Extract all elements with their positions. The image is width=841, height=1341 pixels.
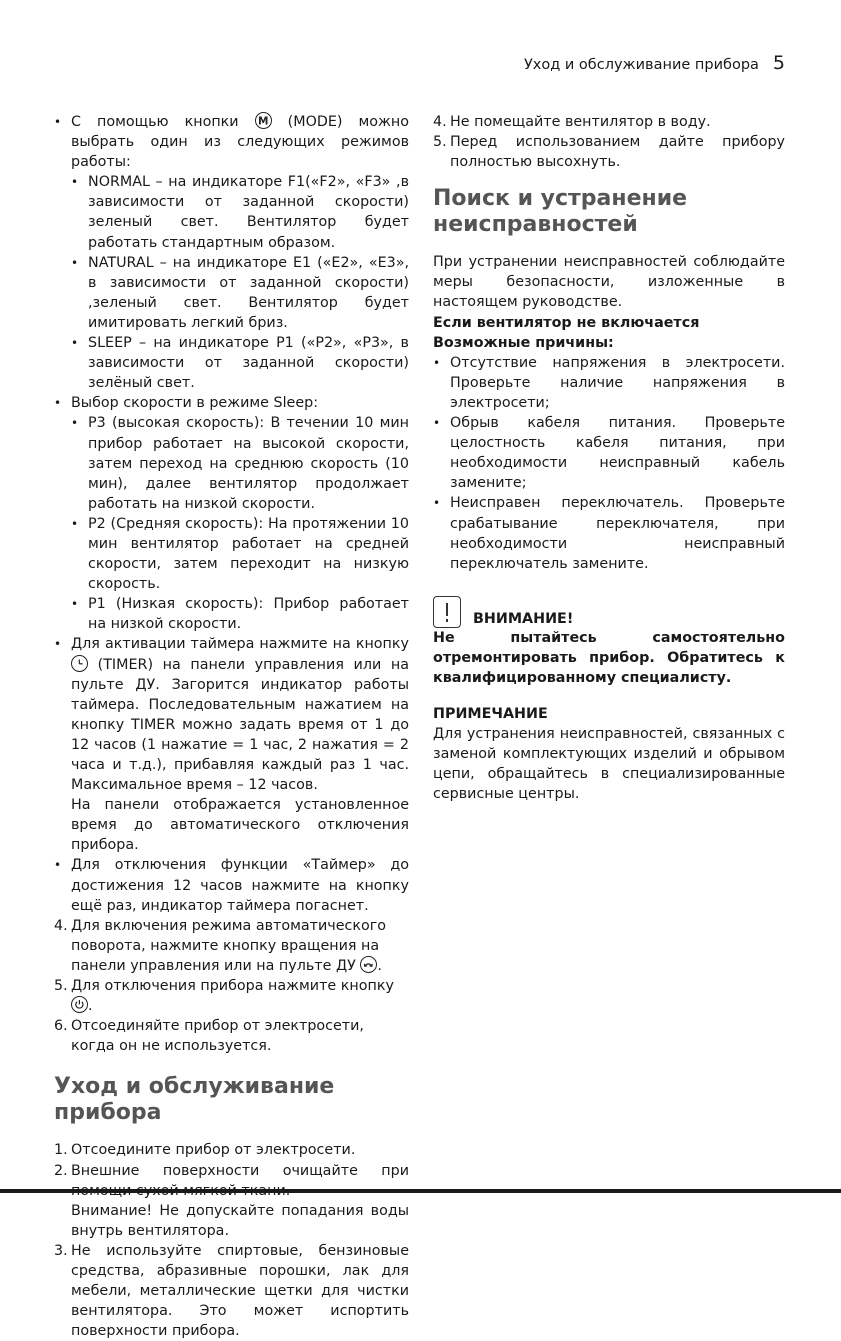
care-heading: Уход и обслуживание прибора bbox=[54, 1074, 335, 1126]
care-step: 2. Внешние поверхности очищайте при bbox=[54, 1162, 409, 1179]
step-item: 5. Для отключения прибора нажмите кнопку . bbox=[54, 978, 394, 1015]
step-item: 4. Для включения режима автоматического поворота, нажмите кнопку вращения на панели управления или на пульте ДУ . bbox=[54, 917, 387, 974]
running-title: Уход и обслуживание прибора bbox=[523, 57, 759, 73]
power-icon bbox=[71, 996, 88, 1013]
right-column bbox=[433, 112, 785, 805]
sleep-item: • P2 (Средняя скорость): На протяжении 10 мин вентилятор работает на средней скорости, затем переходит на низкую скорость. bbox=[71, 515, 409, 593]
sleep-item: • P1 (Низкая скорость): Прибор работает на низкой скорости. bbox=[71, 596, 409, 633]
mode-item: • NORMAL – на индикаторе F1(«F2», «F3» ,в зависимости от заданной скорости) зеленый свет. Вентилятор будет работать стандартным образом. bbox=[71, 174, 409, 251]
timer-off-bullet: • Для отключения функции «Таймер» до достижения 12 часов нажмите на кнопку ещё раз, индикатор таймера погаснет. bbox=[54, 857, 409, 914]
timer-bullet: • Для активации таймера нажмите на кнопку (TIMER) на панели управления или на пульте ДУ. Загорится индикатор работы таймера. Последовательным нажатием на кнопку TIMER можно задать время от 1 до 12 часов (1 нажатие = 1 час, 2 нажатия = 2 часа и т.д.), прибавляя каждый раз 1 час. Максимальное время – 12 часов. bbox=[54, 636, 409, 794]
care-step: 5. Перед использованием дайте прибору полностью высохнуть. bbox=[433, 134, 785, 171]
cause-item: • Отсутствие напряжения в электросети. Проверьте наличие напряжения в электросети; bbox=[433, 354, 785, 411]
page-header bbox=[524, 53, 785, 75]
care-step: 1. Отсоедините прибор от электросети. bbox=[54, 1142, 356, 1159]
troubleshooting-heading: Поиск и устранение неисправностей bbox=[433, 186, 688, 238]
sleep-item: • P3 (высокая скорость): В течении 10 мин прибор работает на высокой скорости, затем переход на среднюю скорость (10 мин), далее вентилятор продолжает работать на низкой скорости. bbox=[71, 415, 409, 512]
step-item: 6. Отсоединяйте прибор от электросети, когда он не используется. bbox=[54, 1018, 364, 1055]
left-column bbox=[54, 112, 409, 1341]
mode-item: • NATURAL – на индикаторе E1 («E2», «E3», в зависимости от заданной скорости) ,зеленый свет. Вентилятор будет имитировать легкий бриз. bbox=[71, 254, 409, 331]
mode-item: • SLEEP – на индикаторе P1 («P2», «P3», в зависимости от заданной скорости) зелёный свет. bbox=[71, 335, 409, 392]
page-number: 5 bbox=[772, 52, 785, 74]
timer-clock-icon bbox=[71, 655, 88, 672]
causes-title: Возможные причины: bbox=[433, 334, 614, 351]
note-title: ПРИМЕЧАНИЕ bbox=[433, 706, 548, 723]
rotation-icon bbox=[360, 956, 377, 973]
note-text: Для устранения неисправностей, связанных с заменой комплектующих изделий и обрывом цепи, обращайтесь в специализированные сервисные центры. bbox=[433, 726, 785, 803]
warning-icon bbox=[433, 596, 461, 628]
warning-header bbox=[433, 596, 785, 628]
cause-item: • Обрыв кабеля питания. Проверьте целостность кабеля питания, при необходимости неисправный кабель замените; bbox=[433, 415, 785, 492]
sleep-bullet: • Выбор скорости в режиме Sleep: bbox=[54, 395, 319, 412]
fault-title: Если вентилятор не включается bbox=[433, 314, 700, 331]
cause-item: • Неисправен переключатель. Проверьте срабатывание переключателя, при необходимости неисправный переключатель замените. bbox=[433, 495, 785, 572]
warning-title: ВНИМАНИЕ! bbox=[473, 610, 574, 627]
care-step: Внимание! Не допускайте попадания воды внутрь вентилятора. bbox=[71, 1202, 409, 1239]
troubleshooting-intro: При устранении неисправностей соблюдайте меры безопасности, изложенные в настоящем руководстве. bbox=[433, 254, 785, 311]
svg-text:M: M bbox=[257, 115, 269, 128]
mode-bullet: • С помощью кнопки M (MODE) можно выбрать один из следующих режимов работы: bbox=[54, 114, 409, 171]
mode-button-icon bbox=[255, 112, 272, 129]
warning-text: Не пытайтесь самостоятельно отремонтировать прибор. Обратитесь к квалифицированному специалисту. bbox=[433, 629, 785, 686]
timer-extra: На панели отображается установленное время до автоматического отключения прибора. bbox=[71, 797, 409, 854]
care-step: 3. Не используйте спиртовые, бензиновые средства, абразивные порошки, лак для мебели, металлические щетки для чистки вентилятора. Это может испортить поверхности прибора. bbox=[54, 1242, 409, 1340]
bottom-rule bbox=[0, 1189, 841, 1193]
care-step: 4. Не помещайте вентилятор в воду. bbox=[433, 114, 711, 130]
